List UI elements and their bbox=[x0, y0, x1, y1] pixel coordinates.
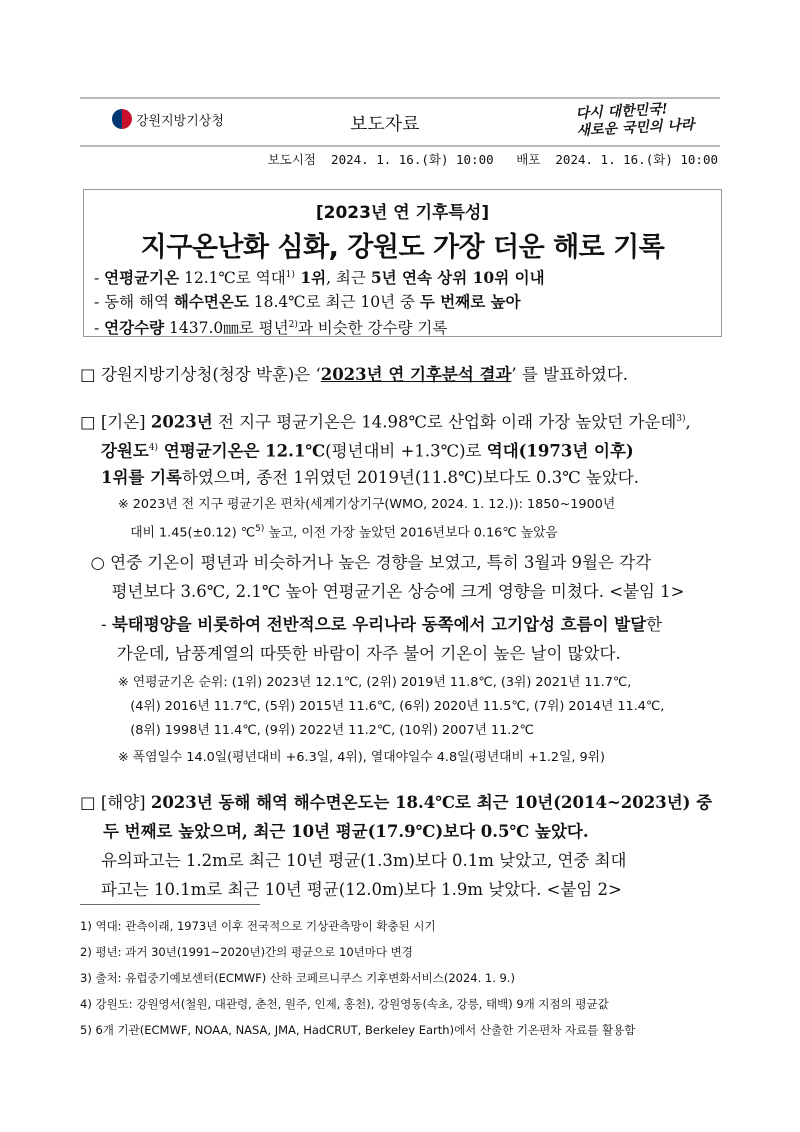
text-run: 대비 1.45(±0.12) ℃ bbox=[118, 525, 256, 541]
text-run: 가운데, 남풍계열의 따뜻한 바람이 자주 불어 기온이 높은 날이 많았다. bbox=[80, 644, 621, 663]
text-run: 2023년 동해 해역 해수면온도는 18.4℃로 최근 10년(2014~2023년) 중 bbox=[150, 793, 713, 812]
text-run: 1437.0㎜로 평년 bbox=[164, 319, 289, 338]
text-run: 연평균기온은 12.1℃ bbox=[158, 441, 326, 461]
text-run: ※ 2023년 전 지구 평균기온 편차(세계기상기구(WMO, 2024. 1. 12.)): 1850~1900년 bbox=[118, 497, 616, 512]
paragraph bbox=[80, 788, 725, 817]
summary-bullet bbox=[84, 314, 721, 340]
text-run: 평년보다 3.6℃, 2.1℃ 높아 연평균기온 상승에 크게 영향을 미쳤다. <붙임 1> bbox=[80, 582, 685, 601]
text-run: , 최근 bbox=[326, 269, 371, 288]
text-run: 1위를 기록 bbox=[100, 468, 182, 487]
note bbox=[118, 670, 631, 695]
text-run: 높고, 이전 가장 높았던 2016년보다 0.16℃ 높았음 bbox=[264, 525, 558, 541]
text-run: 연강수량 bbox=[104, 318, 165, 338]
text-run: 두 번째로 높았으며, 최근 10년 평균(17.9℃)보다 0.5℃ 높았다. bbox=[80, 822, 589, 841]
text-run: 2023년 연 기후분석 결과 bbox=[320, 365, 512, 384]
footnote-ref: 1) bbox=[285, 270, 295, 280]
doc-type: 보도자료 bbox=[350, 114, 420, 135]
footnote-ref: 2) bbox=[288, 320, 298, 331]
text-run: 5년 연속 상위 10위 이내 bbox=[370, 268, 545, 288]
slogan bbox=[575, 100, 695, 140]
footnote: 3) 출처: 유럽중기예보센터(ECMWF) 산하 코페르니쿠스 기후변화서비스(2024. 1. 9.) bbox=[80, 971, 516, 985]
text-run: 파고는 10.1m로 최근 10년 평균(12.0m)보다 1.9m 낮았다. <붙임 2> bbox=[80, 880, 622, 899]
paragraph bbox=[80, 875, 725, 904]
paragraph bbox=[80, 548, 725, 577]
text-run: 역대(1973년 이후) bbox=[486, 441, 634, 461]
text-run: - bbox=[80, 615, 112, 634]
subtitle: [2023년 연 기후특성] bbox=[315, 203, 490, 223]
text-run: □ 강원지방기상청(청장 박훈)은 ‘ bbox=[80, 365, 321, 384]
text-run: 하였으며, 종전 1위였던 2019년(11.8℃)보다도 0.3℃ 높았다. bbox=[181, 468, 639, 487]
text-run: ※ 연평균기온 순위: (1위) 2023년 12.1℃, (2위) 2019년 11.8℃, (3위) 2021년 11.7℃, bbox=[118, 675, 632, 690]
paragraph bbox=[80, 817, 725, 846]
paragraph bbox=[80, 463, 725, 492]
note bbox=[118, 517, 558, 545]
note bbox=[118, 694, 664, 719]
agency-logo bbox=[112, 109, 224, 129]
text-run: 2023년 bbox=[150, 412, 213, 432]
text-run: - bbox=[94, 269, 105, 288]
footnote-ref: 5) bbox=[255, 524, 265, 534]
text-run: 강원도 bbox=[100, 441, 149, 461]
footnote: 2) 평년: 과거 30년(1991~2020년)간의 평균으로 10년마다 변경 bbox=[80, 945, 413, 959]
text-run: 전 지구 평균기온은 14.98℃로 산업화 이래 가장 높았던 가운데 bbox=[212, 412, 677, 432]
text-run: 북태평양을 비롯하여 전반적으로 우리나라 동쪽에서 고기압성 흐름이 발달 bbox=[111, 615, 647, 634]
text-run: - 동해 해역 bbox=[94, 293, 174, 312]
government-emblem-icon bbox=[112, 109, 132, 129]
text-run: 두 번째로 높아 bbox=[419, 292, 521, 312]
summary-bullet bbox=[84, 264, 721, 290]
header-bar bbox=[80, 97, 720, 147]
release-date: 보도시점 2024. 1. 16.(화) 10:00 배포 2024. 1. 16.(화) 10:00 bbox=[267, 152, 718, 167]
text-run: (평년대비 +1.3℃)로 bbox=[325, 441, 487, 461]
footnote-ref: 4) bbox=[148, 443, 159, 453]
text-run: □ [해양] bbox=[80, 793, 151, 812]
paragraph bbox=[80, 577, 725, 606]
footnote: 1) 역대: 관측이래, 1973년 이후 전국적으로 기상관측망이 확충된 시기 bbox=[80, 919, 436, 933]
summary-bullet bbox=[84, 290, 721, 314]
title-box bbox=[83, 189, 722, 337]
text-run: 해수면온도 bbox=[173, 292, 249, 312]
paragraph bbox=[80, 405, 725, 437]
footnote-divider bbox=[80, 904, 260, 905]
paragraph bbox=[80, 639, 725, 668]
text-run: 한 bbox=[646, 615, 663, 634]
text-run: 과 비슷한 강수량 기록 bbox=[297, 319, 448, 338]
paragraph bbox=[80, 360, 725, 389]
paragraph bbox=[80, 846, 725, 875]
text-run: 연평균기온 bbox=[104, 268, 180, 288]
text-run: ※ 폭염일수 14.0일(평년대비 +6.3일, 4위), 열대야일수 4.8일(평년대비 +1.2일, 9위) bbox=[118, 750, 606, 765]
text-run: 18.4℃로 최근 10년 중 bbox=[248, 293, 420, 312]
paragraph bbox=[80, 434, 725, 466]
text-run: - bbox=[94, 319, 105, 338]
text-run: 1위 bbox=[294, 268, 327, 288]
text-run: (4위) 2016년 11.7℃, (5위) 2015년 11.6℃, (6위) 2020년 11.5℃, (7위) 2014년 11.4℃, bbox=[118, 699, 665, 714]
text-run: ’ 를 발표하였다. bbox=[511, 365, 629, 384]
text-run bbox=[80, 468, 101, 487]
text-run bbox=[80, 442, 101, 461]
note bbox=[118, 745, 605, 770]
slogan-line: 새로운 국민의 나라 bbox=[576, 116, 695, 140]
note bbox=[118, 492, 615, 517]
agency-name: 강원지방기상청 bbox=[136, 113, 224, 129]
main-title: 지구온난화 심화, 강원도 가장 더운 해로 기록 bbox=[140, 232, 665, 263]
text-run: , bbox=[685, 412, 691, 432]
text-run: □ [기온] bbox=[80, 412, 151, 432]
footnote-ref: 3) bbox=[676, 414, 686, 424]
footnote: 5) 6개 기관(ECMWF, NOAA, NASA, JMA, HadCRUT, Berkeley Earth)에서 산출한 기온편차 자료를 활용함 bbox=[80, 1023, 636, 1037]
text-run: 유의파고는 1.2m로 최근 10년 평균(1.3m)보다 0.1m 낮았고, 연중 최대 bbox=[80, 851, 627, 870]
slogan-line: 다시 대한민국! bbox=[575, 101, 669, 123]
note bbox=[118, 718, 534, 743]
paragraph bbox=[80, 610, 725, 639]
text-run: (8위) 1998년 11.4℃, (9위) 2022년 11.2℃, (10위) 2007년 11.2℃ bbox=[118, 723, 534, 738]
text-run: 12.1℃로 역대 bbox=[179, 269, 286, 288]
text-run: ○ 연중 기온이 평년과 비슷하거나 높은 경향을 보였고, 특히 3월과 9월은 각각 bbox=[80, 553, 652, 572]
footnote: 4) 강원도: 강원영서(철원, 대관령, 춘천, 원주, 인제, 홍천), 강원영동(속초, 강릉, 태백) 9개 지점의 평균값 bbox=[80, 997, 609, 1011]
